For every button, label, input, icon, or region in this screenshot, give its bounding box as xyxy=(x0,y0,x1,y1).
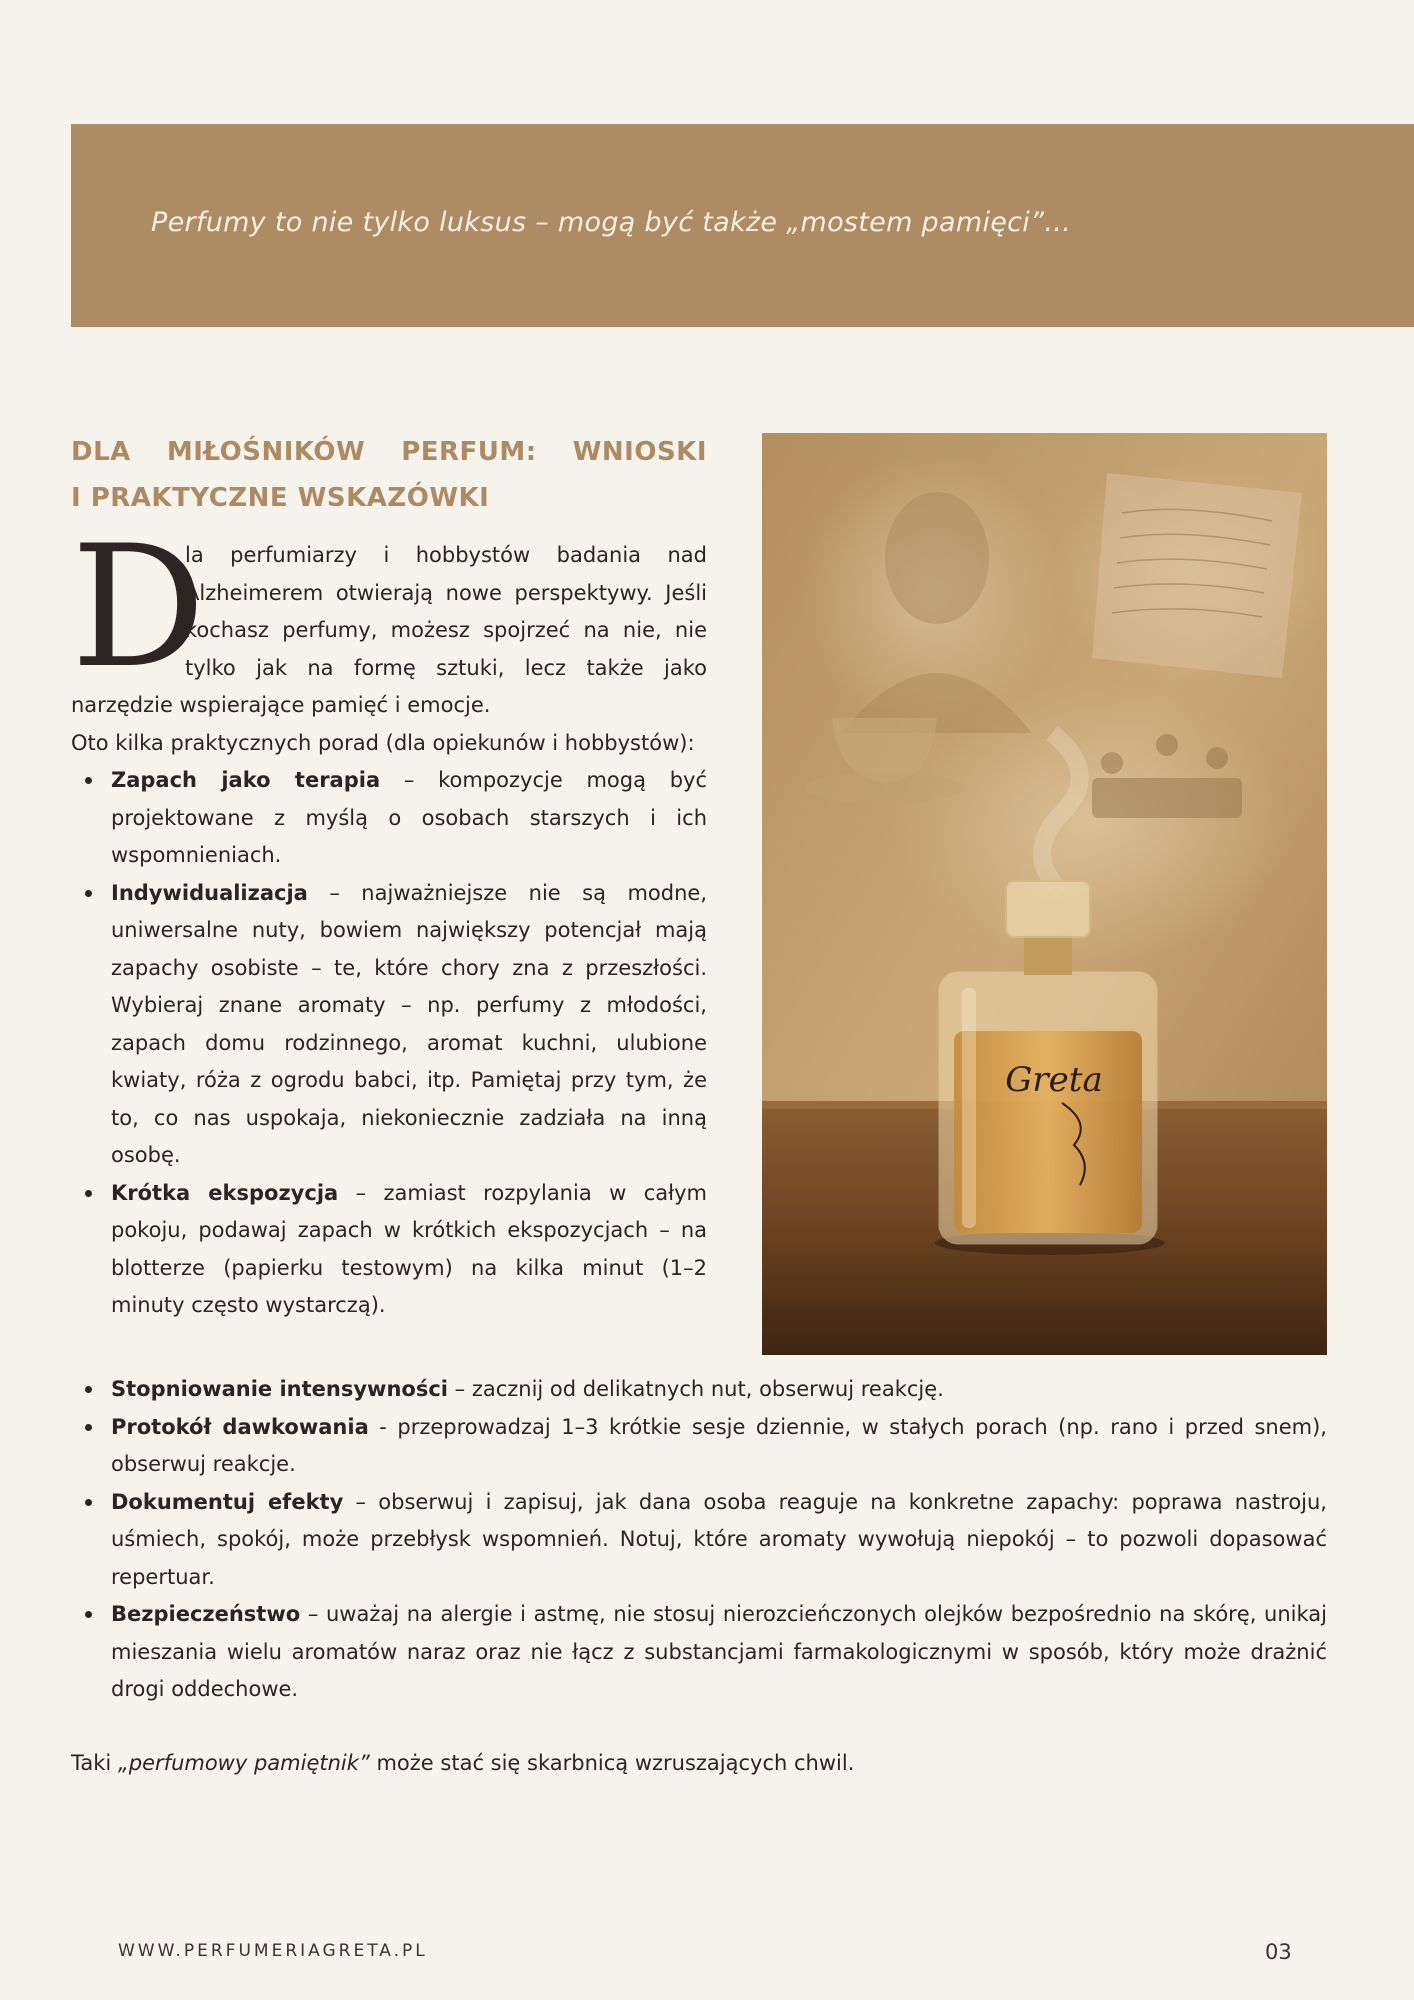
section-title xyxy=(71,429,707,521)
closing-before: Taki xyxy=(71,1751,118,1775)
header-banner xyxy=(71,124,1414,327)
tip-term: Stopniowanie intensywności xyxy=(111,1377,448,1401)
tip-text: – kompozycje mogą być projektowane z myślą o osobach starszych i ich wspomnieniach. xyxy=(111,768,708,867)
drop-cap: D xyxy=(71,509,206,705)
tips-list-left xyxy=(71,762,707,1325)
list-item xyxy=(71,1371,1327,1409)
section-title-line1: DLA MIŁOŚNIKÓW PERFUM: WNIOSKI xyxy=(71,437,707,467)
list-item xyxy=(71,762,707,875)
list-item xyxy=(71,875,707,1175)
tip-term: Zapach jako terapia xyxy=(111,768,381,792)
list-item xyxy=(71,1596,1327,1709)
tip-text: - przeprowadzaj 1–3 krótkie sesje dziennie, w stałych porach (np. rano i przed snem), obserwuj reakcje. xyxy=(111,1414,1327,1476)
intro-paragraph xyxy=(71,509,707,725)
closing-italic: „perfumowy pamiętnik” xyxy=(117,1751,370,1775)
banner-quote: Perfumy to nie tylko luksus – mogą być także „mostem pamięci”... xyxy=(151,207,1072,238)
page-number: 03 xyxy=(1265,1940,1292,1964)
advice-intro: Oto kilka praktycznych porad (dla opiekunów i hobbystów): xyxy=(71,730,695,755)
tip-term: Dokumentuj efekty xyxy=(111,1489,344,1514)
closing-after: może stać się skarbnicą wzruszających chwil. xyxy=(369,1751,855,1775)
left-column xyxy=(71,429,707,1325)
tip-term: Krótka ekspozycja xyxy=(111,1180,339,1205)
tip-text: – uważaj na alergie i astmę, nie stosuj nierozcieńczonych olejków bezpośrednio na skórę, unikaj mieszania wielu aromatów naraz oraz nie łącz z substancjami farmakologicznymi w sposób, który może drażnić drogi oddechowe. xyxy=(111,1602,1327,1701)
perfume-bottle-photo xyxy=(762,433,1327,1355)
tip-text: – najważniejsze nie są modne, uniwersalne nuty, bowiem największy potencjał mają zapachy osobiste – te, które chory zna z przeszłości. Wybieraj znane aromaty – np. perfumy z młodości, zapach domu rodzinnego, aromat kuchni, ulubione kwiaty, róża z ogrodu babci, itp. Pamiętaj przy tym, że to, co nas uspokaja, niekoniecznie zadziała na inną osobę. xyxy=(111,880,707,1167)
closing-sentence xyxy=(71,1745,1327,1783)
tip-term: Bezpieczeństwo xyxy=(111,1602,301,1626)
tip-term: Indywidualizacja xyxy=(111,880,308,905)
tip-term: Protokół dawkowania xyxy=(111,1414,369,1439)
list-item xyxy=(71,1484,1327,1597)
tips-list-full xyxy=(71,1371,1327,1709)
tip-text: – zamiast rozpylania w całym pokoju, podawaj zapach w krótkich ekspozycjach – na blotterze (papierku testowym) na kilka minut (1–2 minuty często wystarczą). xyxy=(111,1180,707,1317)
list-item xyxy=(71,1409,1327,1484)
tip-text: – obserwuj i zapisuj, jak dana osoba reaguje na konkretne zapachy: poprawa nastroju, uśmiech, spokój, może przebłysk wspomnień. Notuj, które aromaty wywołują niepokój – to pozwoli dopasować repertuar. xyxy=(111,1489,1327,1589)
tip-text: – zacznij od delikatnych nut, obserwuj reakcję. xyxy=(447,1377,944,1401)
intro-text: la perfumiarzy i hobbystów badania nad Alzheimerem otwierają nowe perspektywy. Jeśli kochasz perfumy, możesz spojrzeć na nie, nie tylko jak na formę sztuki, lecz także jako narzędzie wspierające pamięć i emocje. xyxy=(71,543,707,717)
section-title-line2: I PRAKTYCZNE WSKAZÓWKI xyxy=(71,483,490,513)
list-item xyxy=(71,1175,707,1325)
website-url[interactable]: WWW.PERFUMERIAGRETA.PL xyxy=(118,1941,428,1961)
full-width-tips xyxy=(71,1371,1327,1709)
bottle-logo: Greta xyxy=(1005,1060,1103,1100)
perfume-illustration xyxy=(762,433,1327,1355)
